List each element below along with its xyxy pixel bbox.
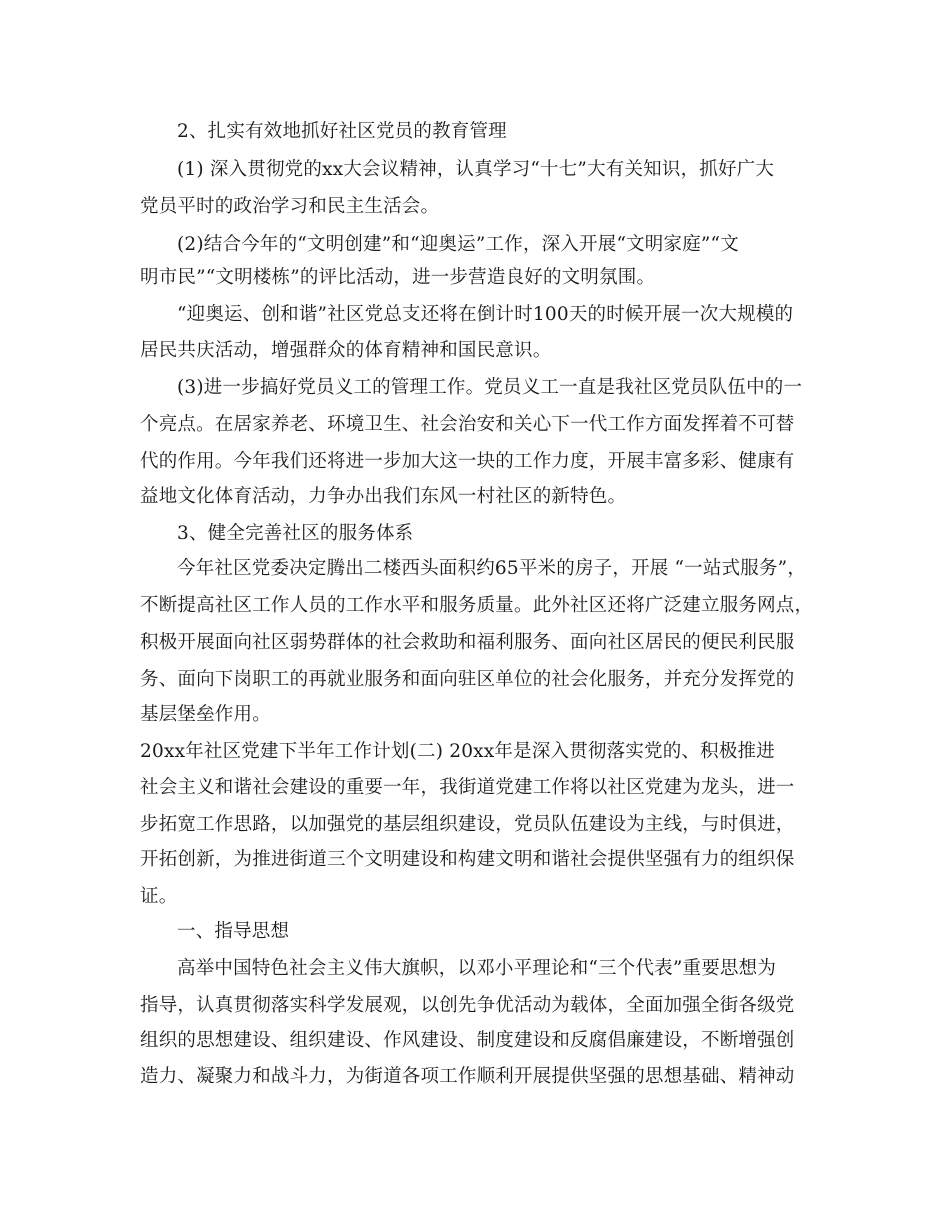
- paragraph-line: “迎奥运、创和谐”社区党总支还将在倒计时100天的时候开展一次大规模的: [177, 304, 794, 325]
- paragraph-line: 开拓创新，为推进街道三个文明建设和构建文明和谐社会提供坚强有力的组织保: [140, 849, 795, 870]
- paragraph-line: 明市民”“文明楼栋”的评比活动，进一步营造良好的文明氛围。: [140, 267, 656, 288]
- paragraph-line: 个亮点。在居家养老、环境卫生、社会治安和关心下一代工作方面发挥着不可替: [140, 414, 795, 435]
- paragraph-line: 今年社区党委决定腾出二楼西头面积约65平米的房子，开展 “一站式服务”，: [177, 558, 807, 579]
- paragraph-line: 社会主义和谐社会建设的重要一年，我街道党建工作将以社区党建为龙头，进一: [140, 777, 795, 798]
- section-heading-guiding-ideology: 一、指导思想: [177, 921, 290, 942]
- paragraph-line: 积极开展面向社区弱势群体的社会救助和福利服务、面向社区居民的便民利民服: [140, 632, 795, 653]
- paragraph-line: 步拓宽工作思路，以加强党的基层组织建设，党员队伍建设为主线，与时俱进，: [140, 814, 795, 835]
- paragraph-line: 居民共庆活动，增强群众的体育精神和国民意识。: [140, 340, 552, 361]
- paragraph-line: 党员平时的政治学习和民主生活会。: [140, 196, 440, 217]
- paragraph-line: 造力、凝聚力和战斗力，为街道各项工作顺利开展提供坚强的思想基础、精神动: [140, 1066, 795, 1087]
- paragraph-line: 代的作用。今年我们还将进一步加大这一块的工作力度，开展丰富多彩、健康有: [140, 451, 795, 472]
- section-heading-2: 2、扎实有效地抓好社区党员的教育管理: [177, 121, 507, 142]
- paragraph-line: 证。: [140, 886, 178, 907]
- paragraph-line: (3)进一步搞好党员义工的管理工作。党员义工一直是我社区党员队伍中的一: [177, 377, 803, 398]
- paragraph-line: 务、面向下岗职工的再就业服务和面向驻区单位的社会化服务，并充分发挥党的: [140, 669, 795, 690]
- paragraph-line: (1) 深入贯彻党的xx大会议精神，认真学习“十七”大有关知识，抓好广大: [177, 159, 775, 180]
- paragraph-line: 基层堡垒作用。: [140, 704, 271, 725]
- document-subtitle-line: 20xx年社区党建下半年工作计划(二) 20xx年是深入贯彻落实党的、积极推进: [140, 741, 775, 762]
- paragraph-line: 指导，认真贯彻落实科学发展观，以创先争优活动为载体，全面加强全街各级党: [140, 995, 795, 1016]
- paragraph-line: 高举中国特色社会主义伟大旗帜，以邓小平理论和“三个代表”重要思想为: [177, 958, 777, 979]
- paragraph-line: 组织的思想建设、组织建设、作风建设、制度建设和反腐倡廉建设，不断增强创: [140, 1030, 795, 1051]
- paragraph-line: 益地文化体育活动，力争办出我们东风一村社区的新特色。: [140, 486, 627, 507]
- section-heading-3: 3、健全完善社区的服务体系: [177, 523, 414, 544]
- paragraph-line: (2)结合今年的“文明创建”和“迎奥运”工作，深入开展“文明家庭”“文: [177, 234, 739, 255]
- paragraph-line: 不断提高社区工作人员的工作水平和服务质量。此外社区还将广泛建立服务网点，: [140, 595, 814, 616]
